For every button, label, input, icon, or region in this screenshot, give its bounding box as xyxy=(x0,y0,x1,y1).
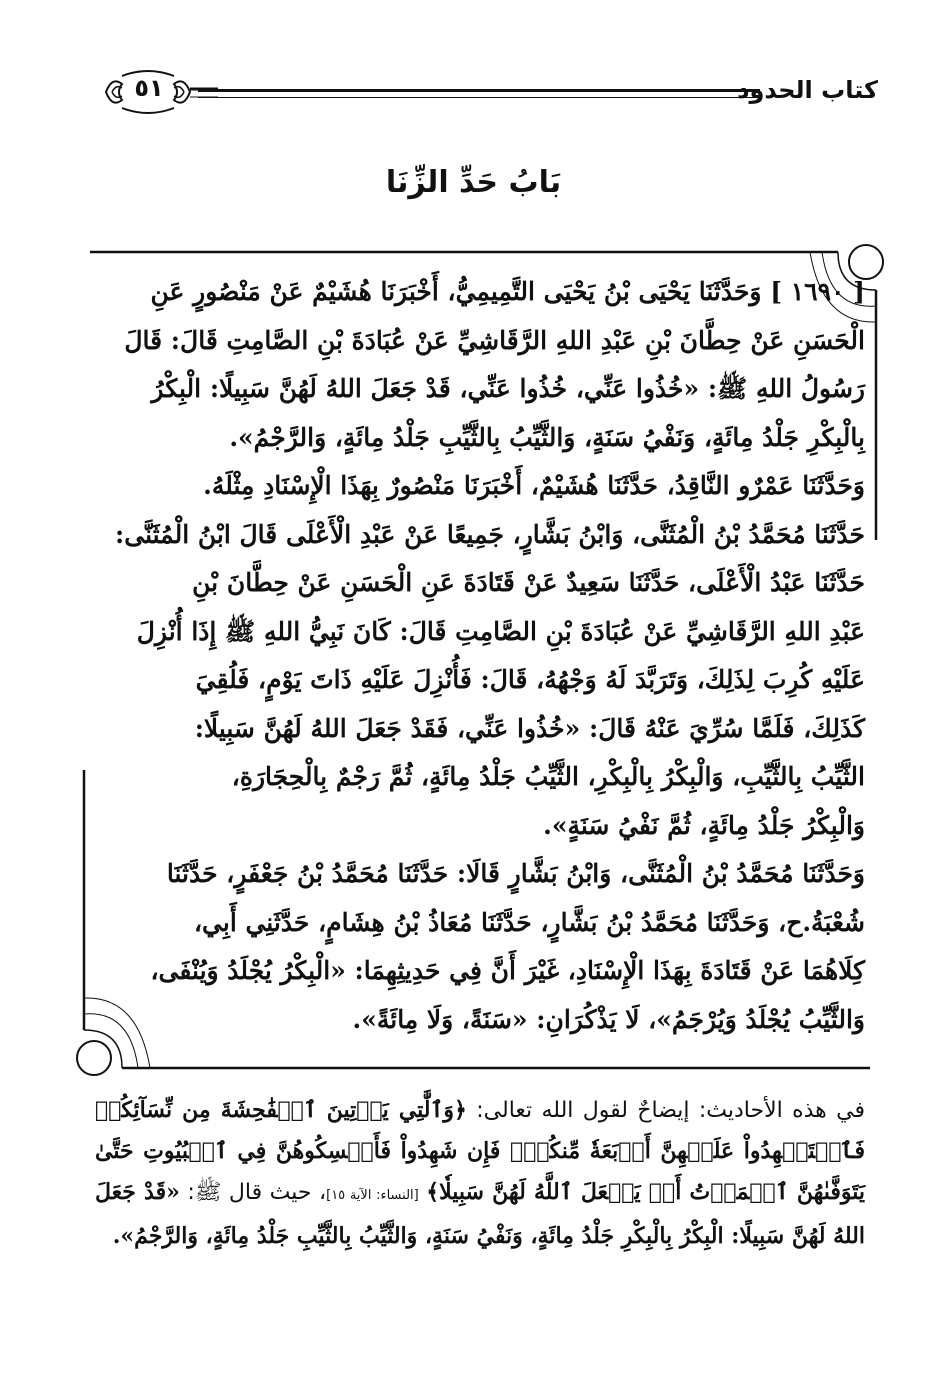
book-title: كتاب الحدود xyxy=(737,76,878,104)
hadith-line: بِالْبِكْرِ جَلْدُ مِائَةٍ، وَنَفْيُ سَنَةٍ، وَالثَّيِّبُ بِالثَّيِّبِ جَلْدُ مِائَةٍ، وَالرَّجْمُ». xyxy=(229,422,865,452)
hadith-line: حَدَّثَنَا عَبْدُ الْأَعْلَى، حَدَّثَنَا سَعِيدٌ عَنْ قَتَادَةَ عَنِ الْحَسَنِ عَنْ حِطَّانَ بْنِ xyxy=(192,568,865,597)
hadith-line: وَالثَّيِّبُ يُجْلَدُ وَيُرْجَمُ»، لَا يَذْكُرَانِ: «سَنَةً، وَلَا مِائَةً». xyxy=(352,1004,865,1034)
hadith-line: وَحَدَّثَنَا عَمْرٌو النَّاقِدُ، حَدَّثَنَا هُشَيْمٌ، أَخْبَرَنَا مَنْصُورٌ بِهَذَا الْإِسْنَادِ مِثْلَهُ. xyxy=(203,471,865,500)
hadith-line: عَبْدِ اللهِ الرَّقَاشِيِّ عَنْ عُبَادَةَ بْنِ الصَّامِتِ قَالَ: كَانَ نَبِيُّ اللهِ ﷺ إِذَا أُنْزِلَ xyxy=(136,616,865,646)
hadith-line: شُعْبَةُ.ح، وَحَدَّثَنَا مُحَمَّدُ بْنُ بَشَّارٍ، حَدَّثَنَا مُعَاذُ بْنُ هِشَامٍ، حَدَّثَنِي أَبِي، xyxy=(193,907,865,937)
hadith-line: الْحَسَنِ عَنْ حِطَّانَ بْنِ عَبْدِ اللهِ الرَّقَاشِيِّ عَنْ عُبَادَةَ بْنِ الصَّامِتِ قَالَ: قَالَ xyxy=(124,325,865,355)
commentary xyxy=(95,1090,865,1257)
hadith-line: كِلَاهُمَا عَنْ قَتَادَةَ بِهَذَا الْإِسْنَادِ، غَيْرَ أَنَّ فِي حَدِيثِهِمَا: «الْبِكْرُ يُجْلَدُ وَيُنْفَى، xyxy=(150,956,865,985)
page-header xyxy=(98,62,878,122)
header-rule-thin xyxy=(198,97,760,98)
header-rule xyxy=(198,89,760,92)
hadith-line: كَذَلِكَ، فَلَمَّا سُرِّيَ عَنْهُ قَالَ: «خُذُوا عَنِّي، فَقَدْ جَعَلَ اللهُ لَهُنَّ سَبِيلًا: xyxy=(194,713,865,743)
page-number-ornament xyxy=(98,62,198,122)
hadith-line: وَالْبِكْرُ جَلْدُ مِائَةٍ، ثُمَّ نَفْيُ سَنَةٍ». xyxy=(543,810,865,840)
hadith-text xyxy=(95,268,865,1044)
commentary-intro: في هذه الأحاديث: إيضاحٌ لقول الله تعالى: xyxy=(476,1098,865,1123)
hadith-line: وَحَدَّثَنَا مُحَمَّدُ بْنُ الْمُثَنَّى، وَابْنُ بَشَّارٍ قَالَا: حَدَّثَنَا مُحَمَّدُ بْنُ جَعْفَرٍ، حَدَّثَنَا xyxy=(166,859,865,888)
page-number: ٥١ xyxy=(134,74,164,102)
chapter-title: بَابُ حَدِّ الزِّنَا xyxy=(385,165,562,200)
hadith-line: [ ١٦٩٠ ] وَحَدَّثَنَا يَحْيَى بْنُ يَحْيَى التَّمِيمِيُّ، أَخْبَرَنَا هُشَيْمٌ عَنْ مَنْصُورٍ عَنِ xyxy=(150,277,865,306)
hadith-line: رَسُولُ اللهِ ﷺ: «خُذُوا عَنِّي، خُذُوا عَنِّي، قَدْ جَعَلَ اللهُ لَهُنَّ سَبِيلًا: الْبِكْرُ xyxy=(151,374,865,403)
hadith-line: الثَّيِّبُ بِالثَّيِّبِ، وَالْبِكْرُ بِالْبِكْرِ، الثَّيِّبُ جَلْدُ مِائَةٍ، ثُمَّ رَجْمٌ بِالْحِجَارَةِ، xyxy=(231,762,865,791)
hadith-line: عَلَيْهِ كُرِبَ لِذَلِكَ، وَتَرَبَّدَ لَهُ وَجْهُهُ، قَالَ: فَأُنْزِلَ عَلَيْهِ ذَاتَ يَوْمٍ، فَلُقِيَ xyxy=(195,665,865,694)
quran-verse: ﴿وَٱلَّٰتِي يَأۡتِينَ ٱلۡفَٰحِشَةَ مِن نِّسَآئِكُمۡ فَٱسۡتَشۡهِدُواْ عَلَيۡهِنَّ أَرۡبَعَةٗ مِّنكُمۡۖ فَإِن شَهِدُواْ فَأَمۡسِكُوهُنَّ فِي ٱلۡبُيُوتِ حَتَّىٰ يَتَوَفَّىٰهُنَّ ٱلۡمَوۡتُ أَوۡ يَجۡعَلَ ٱللَّهُ لَهُنَّ سَبِيلٗا﴾ xyxy=(95,1097,865,1205)
commentary-connector: ، حيث قال ﷺ: xyxy=(187,1180,327,1205)
commentary-paragraph xyxy=(95,1090,865,1257)
verse-reference: [النساء: الآية ١٥] xyxy=(326,1188,419,1203)
hadith-quote: «قَدْ جَعَلَ اللهُ لَهُنَّ سَبِيلًا: الْبِكْرُ بِالْبِكْرِ جَلْدُ مِائَةٍ، وَنَفْيُ سَنَةٍ، وَالثَّيِّبُ بِالثَّيِّبِ جَلْدُ مِائَةٍ، وَالرَّجْمُ». xyxy=(95,1179,865,1249)
hadith-line: حَدَّثَنَا مُحَمَّدُ بْنُ الْمُثَنَّى، وَابْنُ بَشَّارٍ، جَمِيعًا عَنْ عَبْدِ الْأَعْلَى قَالَ ابْنُ الْمُثَنَّى: xyxy=(115,519,865,549)
